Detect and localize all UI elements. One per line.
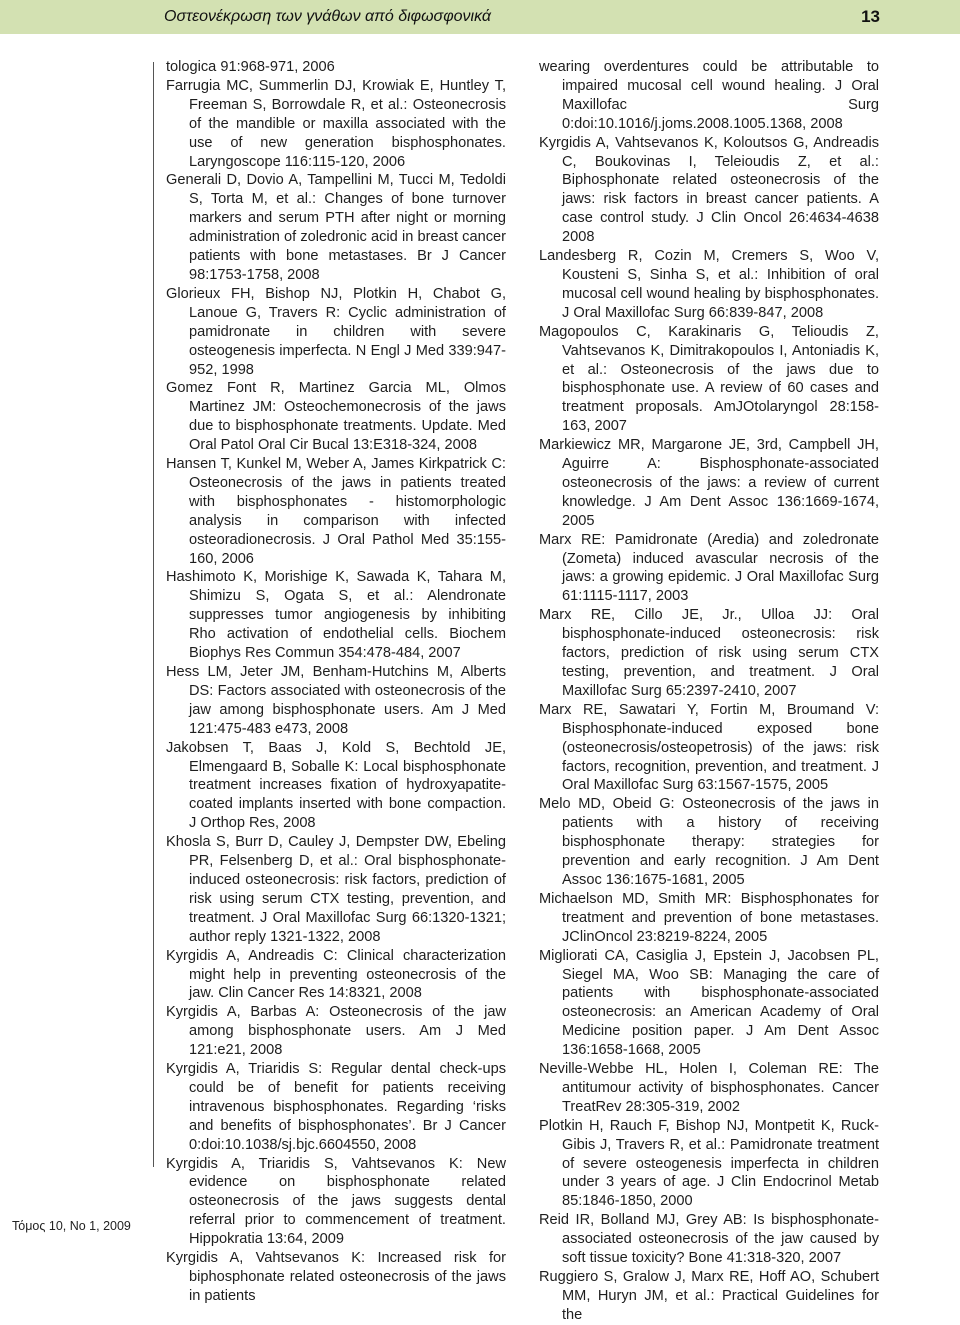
reference-entry: Glorieux FH, Bishop NJ, Plotkin H, Chabot G, Lanoue G, Travers R: Cyclic administration of pamidronate in children with severe osteogenesis imperfecta. N Engl J Med 339:947-952, 1998 [166, 285, 506, 378]
reference-entry: Melo MD, Obeid G: Osteonecrosis of the jaws in patients with a history of receiving bisphosphonate therapy: strategies for prevention and early recognition. J Am Dent Assoc 136:1675-1681, 2005 [539, 796, 879, 888]
reference-entry: tologica 91:968-971, 2006 [166, 59, 335, 75]
reference-entry: Kyrgidis A, Vahtsevanos K, Koloutsos G, Andreadis C, Boukovinas I, Teleioudis Z, et al.: Biphosphonate related osteonecrosis of the jaws: risk factors in breast cancer patients. A case control study. J Clin Oncol 26:4634-4638 2008 [539, 134, 879, 246]
references-left-column [166, 58, 506, 1306]
running-title: Οστεονέκρωση των γνάθων από διφωσφονικά [164, 8, 492, 25]
page-number: 13 [861, 7, 880, 26]
reference-entry: Migliorati CA, Casiglia J, Epstein J, Jacobsen PL, Siegel MA, Woo SB: Managing the care of patients with bisphosphonate-associated osteonecrosis: an American Academy of Oral Medicine position paper. J Am Dent Assoc 136:1658-1668, 2005 [539, 947, 879, 1059]
column-rule [153, 62, 154, 1167]
reference-entry: Kyrgidis A, Triaridis S, Vahtsevanos K: New evidence on bisphosphonate related osteonecrosis of the jaws suggests dental referral prior to commencement of treatment. Hippokratia 13:64, 2009 [166, 1155, 506, 1248]
reference-entry: Generali D, Dovio A, Tampellini M, Tucci M, Tedoldi S, Torta M, et al.: Changes of bone turnover markers and serum PTH after night or morning administration of zoledronic acid in breast cancer patients with bone metastases. Br J Cancer 98:1753-1758, 2008 [166, 172, 506, 283]
reference-entry: Kyrgidis A, Barbas A: Osteonecrosis of the jaw among bisphosphonate users. Am J Med 121:e21, 2008 [166, 1004, 506, 1059]
reference-entry: Gomez Font R, Martinez Garcia ML, Olmos Martinez JM: Osteochemonecrosis of the jaws due to bisphosphonate treatments. Update. Med Oral Patol Oral Cir Bucal 13:E318-324, 2008 [166, 380, 506, 454]
reference-entry: Plotkin H, Rauch F, Bishop NJ, Montpetit K, Ruck-Gibis J, Travers R, et al.: Pamidronate treatment of severe osteogenesis imperfecta in children under 3 years of age. J Clin Endocrinol Metab 85:1846-1850, 2000 [539, 1117, 879, 1210]
reference-entry: Kyrgidis A, Andreadis C: Clinical characterization might help in preventing osteonecrosis of the jaw. Clin Cancer Res 14:8321, 2008 [166, 947, 506, 1002]
reference-entry: Hess LM, Jeter JM, Benham-Hutchins M, Alberts DS: Factors associated with osteonecrosis of the jaw among bisphosphonate users. Am J Med 121:475-483 e473, 2008 [166, 664, 506, 737]
reference-entry: Hansen T, Kunkel M, Weber A, James Kirkpatrick C: Osteonecrosis of the jaws in patients treated with bisphosphonates - histomorphologic analysis in comparison with infected osteoradionecrosis. J Oral Pathol Med 35:155-160, 2006 [166, 456, 506, 567]
reference-entry: Marx RE, Sawatari Y, Fortin M, Broumand V: Bisphosphonate-induced exposed bone (osteonecrosis/osteopetrosis) of the jaws: risk factors, recognition, prevention, and treatment. J Oral Maxillofac Surg 63:1567-1575, 2005 [539, 701, 879, 794]
reference-entry: Landesberg R, Cozin M, Cremers S, Woo V, Kousteni S, Sinha S, et al.: Inhibition of oral mucosal cell wound healing by bisphosphonates. J Oral Maxillofac Surg 66:839-847, 2008 [539, 248, 879, 321]
footer-issue: Τόμος 10, No 1, 2009 [12, 1219, 131, 1233]
reference-entry: wearing overdentures could be attributable to impaired mucosal cell wound healing. J Oral Maxillofac Surg 0:doi:10.1016/j.joms.2008.1005.1368, 2008 [539, 59, 879, 132]
reference-entry: Kyrgidis A, Triaridis S: Regular dental check-ups could be of benefit for patients receiving intravenous bisphosphonates. Regarding ‘risks and benefits of bisphosphonates’. Br J Cancer 0:doi:10.1038/sj.bjc.6604550, 2008 [166, 1061, 506, 1153]
reference-entry: Michaelson MD, Smith MR: Bisphosphonates for treatment and prevention of bone metastases. JClinOncol 23:8219-8224, 2005 [539, 890, 879, 945]
reference-entry: Magopoulos C, Karakinaris G, Telioudis Z, Vahtsevanos K, Dimitrakopoulos I, Antoniadis K, et al.: Osteonecrosis of the jaws due to bisphosphonate use. A review of 60 cases and treatment proposals. AmJOtolaryngol 28:158-163, 2007 [539, 323, 879, 435]
reference-entry: Jakobsen T, Baas J, Kold S, Bechtold JE, Elmengaard B, Soballe K: Local bisphosphonate treatment increases fixation of hydroxyapatite-coated implants inserted with bone compaction. J Orthop Res, 2008 [166, 739, 506, 832]
references-right-column [539, 58, 879, 1325]
reference-entry: Markiewicz MR, Margarone JE, 3rd, Campbell JH, Aguirre A: Bisphosphonate-associated osteonecrosis of the jaws: a review of current knowledge. J Am Dent Assoc 136:1669-1674, 2005 [539, 437, 879, 529]
reference-entry: Ruggiero S, Gralow J, Marx RE, Hoff AO, Schubert MM, Huryn JM, et al.: Practical Guidelines for the [539, 1269, 879, 1323]
reference-entry: Neville-Webbe HL, Holen I, Coleman RE: The antitumour activity of bisphosphonates. Cancer TreatRev 28:305-319, 2002 [539, 1061, 879, 1115]
header-bar [0, 0, 960, 34]
reference-entry: Reid IR, Bolland MJ, Grey AB: Is bisphosphonate-associated osteonecrosis of the jaw caused by soft tissue toxicity? Bone 41:318-320, 2007 [539, 1212, 879, 1267]
reference-entry: Farrugia MC, Summerlin DJ, Krowiak E, Huntley T, Freeman S, Borrowdale R, et al.: Osteonecrosis of the mandible or maxilla associated with the use of new generation bisphosphonates. Laryngoscope 116:115-120, 2006 [166, 77, 506, 170]
reference-entry: Hashimoto K, Morishige K, Sawada K, Tahara M, Shimizu S, Ogata S, et al.: Alendronate suppresses tumor angiogenesis by inhibiting Rho activation of endothelial cells. Biochem Biophys Res Commun 354:478-484, 2007 [166, 569, 506, 662]
reference-entry: Marx RE: Pamidronate (Aredia) and zoledronate (Zometa) induced avascular necrosis of the jaws: a growing epidemic. J Oral Maxillofac Surg 61:1115-1117, 2003 [539, 531, 879, 605]
reference-entry: Marx RE, Cillo JE, Jr., Ulloa JJ: Oral bisphosphonate-induced osteonecrosis: risk factors, prediction of risk using serum CTX testing, prevention, and treatment. J Oral Maxillofac Surg 65:2397-2410, 2007 [539, 607, 879, 699]
reference-entry: Kyrgidis A, Vahtsevanos K: Increased risk for biphosphonate related osteonecrosis of the jaws in patients [166, 1250, 506, 1304]
reference-entry: Khosla S, Burr D, Cauley J, Dempster DW, Ebeling PR, Felsenberg D, et al.: Oral bisphosphonate-induced osteonecrosis: risk factors, prediction of risk using serum CTX testing, prevention, and treatment. J Oral Maxillofac Surg 66:1320-1321; author reply 1321-1322, 2008 [166, 834, 506, 945]
